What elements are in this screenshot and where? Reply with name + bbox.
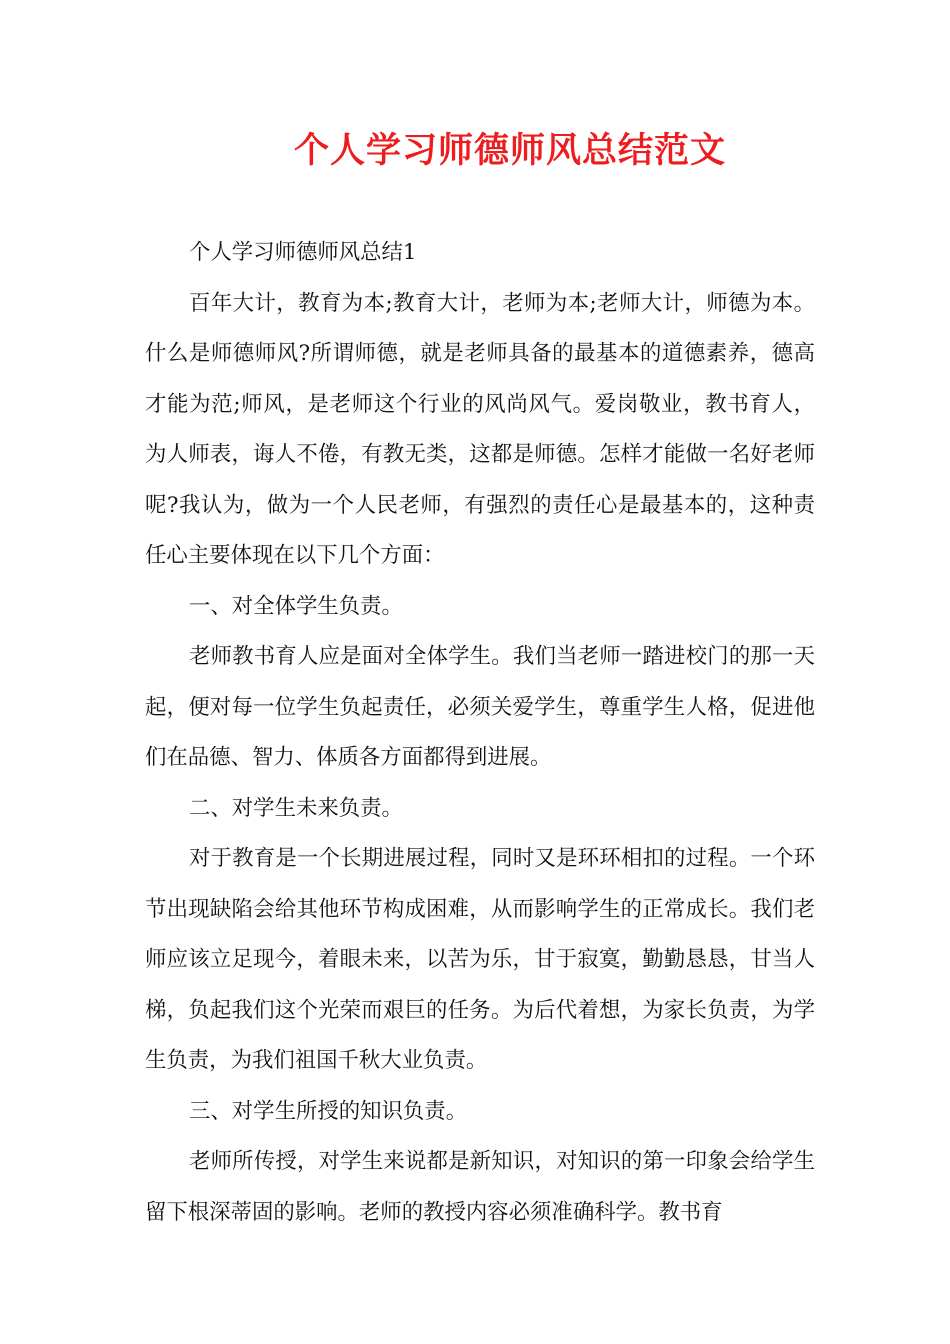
section-heading: 三、对学生所授的知识负责。	[189, 1098, 468, 1124]
paragraph: 老师所传授，对学生来说都是新知识，对知识的第一印象会给学生留下根深蒂固的影响。老师的教授内容必须准确科学。教书育	[145, 1149, 815, 1225]
section-heading: 个人学习师德师风总结1	[189, 240, 417, 265]
document-body	[145, 228, 815, 1238]
paragraph: 百年大计，教育为本;教育大计，老师为本;老师大计，师德为本。什么是师德师风?所谓师德，就是老师具备的最基本的道德素养，德高才能为范;师风，是老师这个行业的风尚风气。爱岗敬业，教书育人，为人师表，诲人不倦，有教无类，这都是师德。怎样才能做一名好老师呢?我认为，做为一个人民老师，有强烈的责任心是最基本的，这种责任心主要体现在以下几个方面：	[145, 290, 815, 568]
section-heading: 一、对全体学生负责。	[189, 593, 403, 619]
document-title: 个人学习师德师风总结范文	[293, 130, 726, 171]
paragraph: 对于教育是一个长期进展过程，同时又是环环相扣的过程。一个环节出现缺陷会给其他环节构成困难，从而影响学生的正常成长。我们老师应该立足现今，着眼未来，以苦为乐，甘于寂寞，勤勤恳恳，甘当人梯，负起我们这个光荣而艰巨的任务。为后代着想，为家长负责，为学生负责，为我们祖国千秋大业负责。	[145, 846, 815, 1073]
paragraph: 老师教书育人应是面对全体学生。我们当老师一踏进校门的那一天起，便对每一位学生负起责任，必须关爱学生，尊重学生人格，促进他们在品德、智力、体质各方面都得到进展。	[145, 644, 815, 770]
section-heading: 二、对学生未来负责。	[189, 795, 403, 821]
